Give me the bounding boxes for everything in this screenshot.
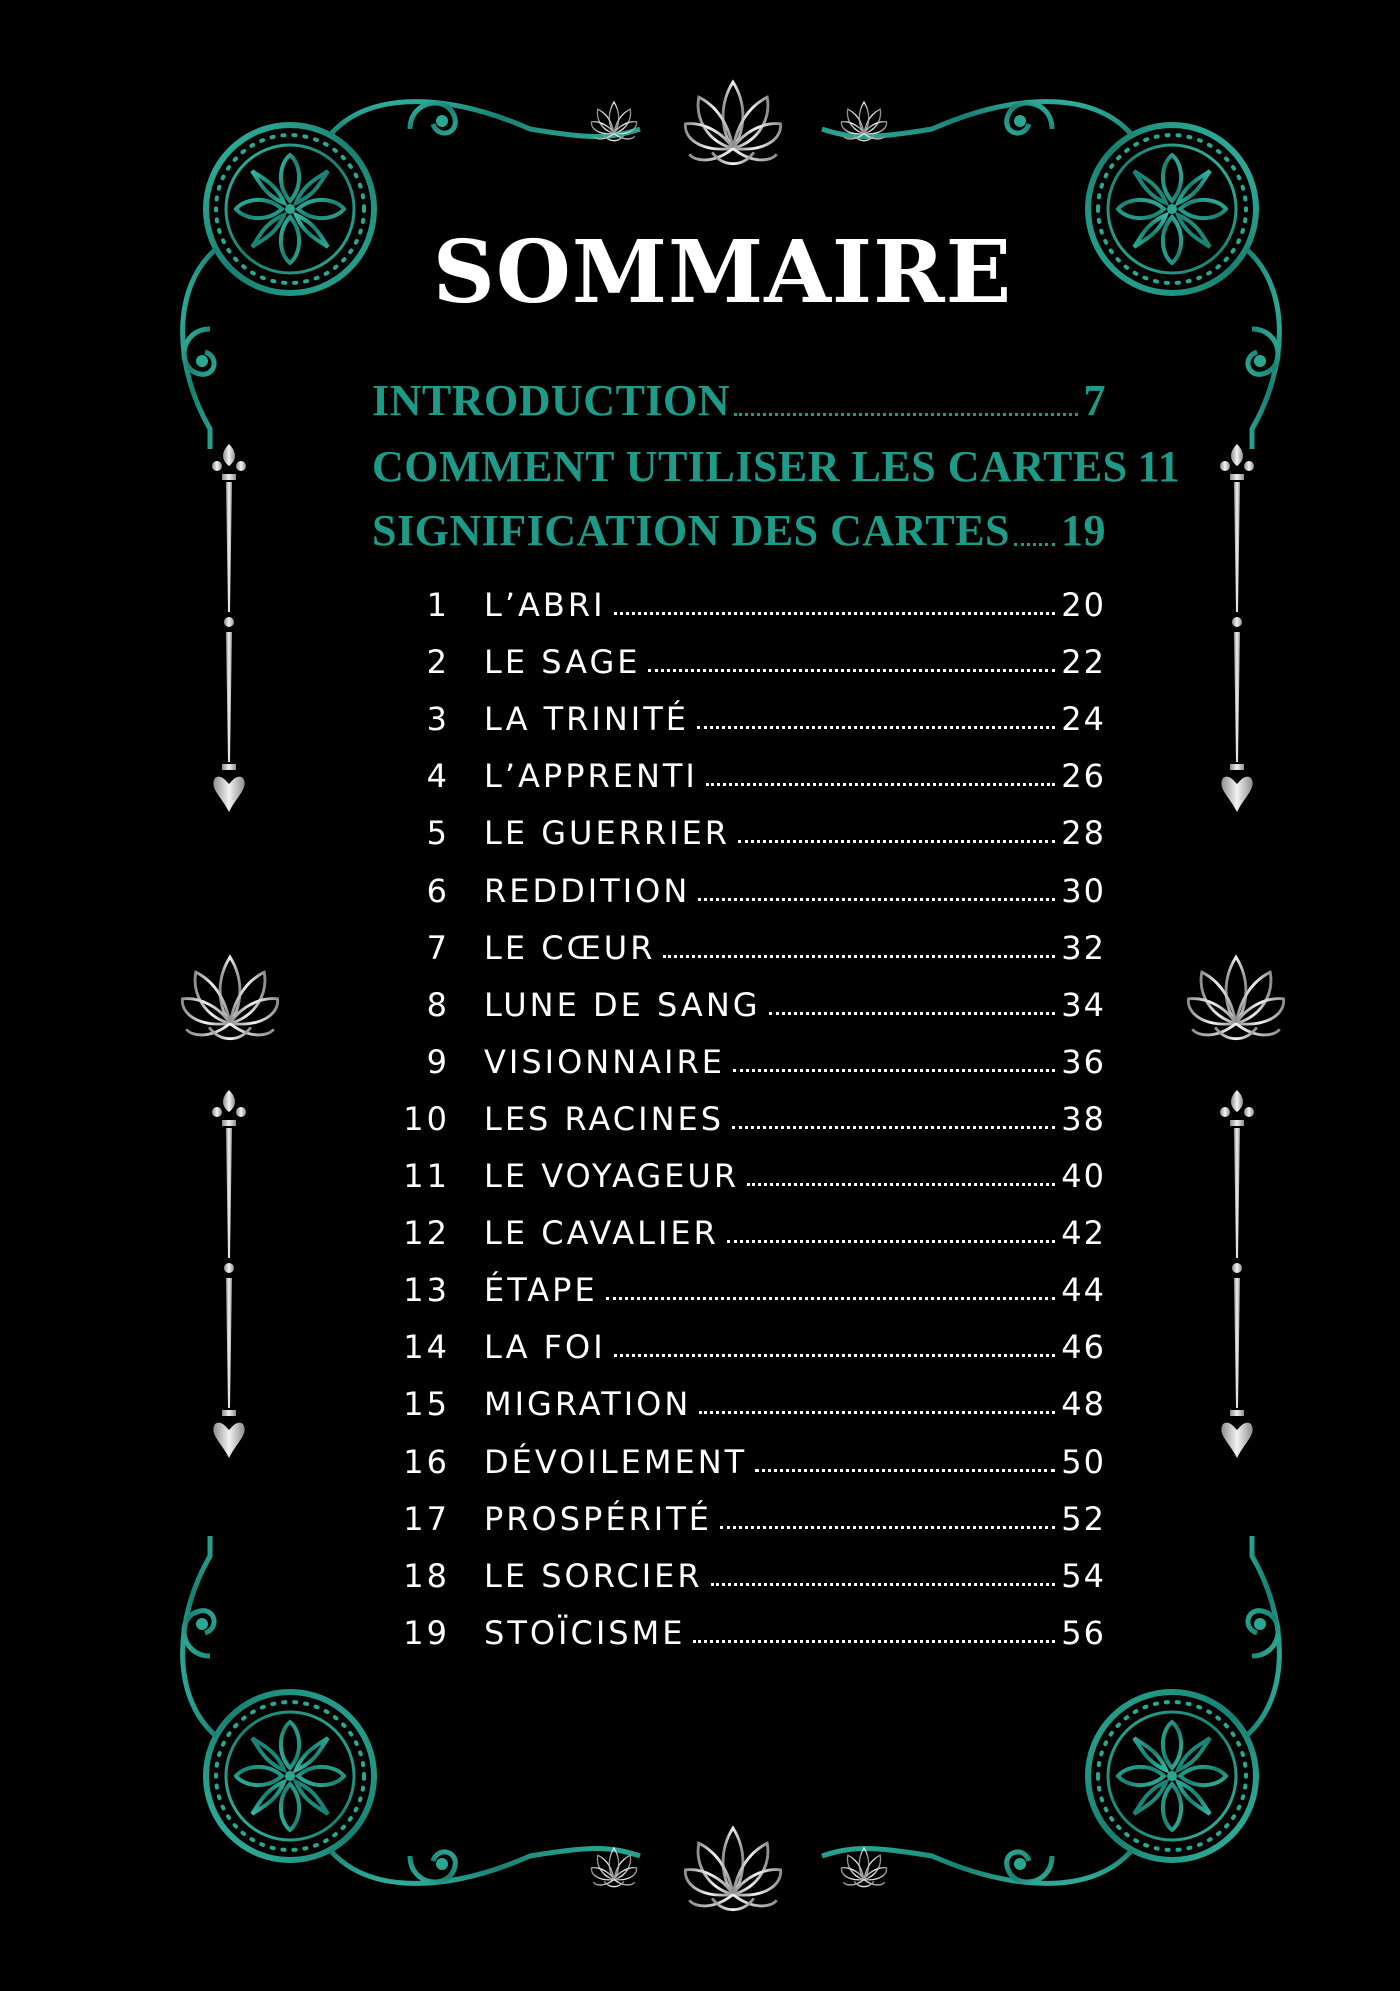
card-number: 4 (426, 757, 450, 796)
card-page-number: 50 (1061, 1442, 1106, 1481)
section-page-number: 19 (1061, 506, 1106, 555)
card-page-number: 56 (1061, 1613, 1106, 1652)
dot-leader (755, 1469, 1055, 1472)
card-page-number: 52 (1061, 1499, 1106, 1538)
dot-leader (738, 840, 1055, 843)
card-entry-row[interactable] (390, 921, 1106, 967)
section-row[interactable] (372, 500, 1106, 556)
lotus-icon (1188, 957, 1283, 1039)
card-label: LUNE DE SANG (484, 985, 761, 1024)
dot-leader (727, 1240, 1055, 1243)
card-page-number: 38 (1061, 1099, 1106, 1138)
card-number: 11 (403, 1157, 450, 1195)
section-label: SIGNIFICATION DES CARTES (372, 506, 1011, 555)
card-number: 8 (426, 985, 450, 1024)
card-label: LE CAVALIER (484, 1214, 719, 1253)
card-label: LE SAGE (484, 643, 641, 682)
dot-leader (706, 783, 1055, 786)
card-number: 12 (403, 1214, 450, 1253)
card-number: 9 (426, 1042, 450, 1081)
card-label: PROSPÉRITÉ (484, 1499, 712, 1538)
card-entry-row[interactable] (390, 1263, 1106, 1309)
card-number: 15 (403, 1385, 450, 1424)
card-entry-row[interactable] (390, 1092, 1106, 1138)
card-entry-row[interactable] (390, 1206, 1106, 1252)
card-entry-row[interactable] (390, 1606, 1106, 1652)
card-entry-row[interactable] (390, 1377, 1106, 1423)
page-title: SOMMAIRE (432, 222, 1013, 323)
card-entry-row[interactable] (390, 864, 1106, 910)
card-page-number: 34 (1061, 985, 1106, 1024)
card-page-number: 48 (1061, 1385, 1106, 1424)
card-number: 17 (403, 1499, 450, 1538)
card-page-number: 44 (1061, 1271, 1106, 1310)
card-number: 13 (403, 1271, 450, 1310)
card-number: 18 (403, 1556, 450, 1595)
dot-leader (663, 955, 1055, 958)
card-number: 6 (426, 871, 450, 910)
section-page-number: 11 (1137, 442, 1181, 491)
card-page-number: 30 (1061, 871, 1106, 910)
dot-leader (606, 1297, 1056, 1300)
card-page-number: 26 (1061, 757, 1106, 796)
dot-leader (747, 1183, 1055, 1186)
card-entry-row[interactable] (390, 692, 1106, 738)
dot-leader (1014, 543, 1055, 546)
card-number: 14 (403, 1328, 450, 1367)
dot-leader (732, 1126, 1055, 1129)
card-entry-row[interactable] (390, 749, 1106, 795)
card-label: REDDITION (484, 871, 691, 910)
card-page-number: 20 (1061, 586, 1106, 624)
section-label: COMMENT UTILISER LES CARTES (372, 442, 1128, 491)
card-entry-row[interactable] (390, 1149, 1106, 1195)
dot-leader (733, 1069, 1055, 1072)
card-label: LE CŒUR (484, 928, 656, 967)
card-entry-row[interactable] (390, 1492, 1106, 1538)
card-number: 1 (426, 586, 450, 624)
section-row[interactable] (372, 370, 1106, 426)
card-label: LE SORCIER (484, 1556, 703, 1595)
section-page-number: 7 (1083, 376, 1106, 425)
dot-leader (648, 669, 1055, 672)
card-number: 3 (426, 700, 450, 739)
dot-leader (769, 1012, 1056, 1015)
card-number: 7 (426, 928, 450, 967)
card-label: LA FOI (484, 1328, 606, 1367)
ornamental-spike-icon (212, 444, 246, 812)
card-label: LA TRINITÉ (484, 700, 689, 739)
card-label: VISIONNAIRE (484, 1042, 725, 1081)
card-page-number: 46 (1061, 1328, 1106, 1367)
card-label: LE VOYAGEUR (484, 1157, 740, 1195)
lotus-icon (685, 82, 780, 164)
card-entry-row[interactable] (390, 1435, 1106, 1481)
card-label: L’ABRI (484, 586, 606, 624)
card-entry-row[interactable] (390, 1320, 1106, 1366)
card-entry-row[interactable] (390, 1035, 1106, 1081)
dot-leader (614, 612, 1056, 615)
card-number: 5 (426, 814, 450, 853)
card-entry-row[interactable] (390, 635, 1106, 681)
section-row[interactable] (372, 436, 1181, 492)
card-page-number: 40 (1061, 1157, 1106, 1195)
card-number: 10 (403, 1099, 450, 1138)
dot-leader (614, 1354, 1056, 1357)
lotus-icon (182, 957, 277, 1039)
card-number: 19 (403, 1613, 450, 1652)
card-label: DÉVOILEMENT (484, 1442, 748, 1481)
card-page-number: 28 (1061, 814, 1106, 853)
ornamental-spike-icon (1220, 444, 1254, 812)
card-page-number: 24 (1061, 700, 1106, 739)
ornamental-spike-icon (1220, 1090, 1254, 1458)
dot-leader (734, 413, 1077, 416)
card-label: ÉTAPE (484, 1271, 598, 1310)
dot-leader (711, 1583, 1056, 1586)
card-number: 2 (426, 643, 450, 682)
dot-leader (697, 726, 1055, 729)
card-page-number: 42 (1061, 1214, 1106, 1253)
card-page-number: 36 (1061, 1042, 1106, 1081)
card-label: STOÏCISME (484, 1613, 686, 1652)
dot-leader (698, 898, 1055, 901)
card-page-number: 54 (1061, 1556, 1106, 1595)
card-label: LE GUERRIER (484, 814, 731, 853)
card-entry-row[interactable] (390, 978, 1106, 1024)
card-label: L’APPRENTI (484, 757, 698, 796)
card-page-number: 22 (1061, 643, 1106, 682)
dot-leader (693, 1640, 1055, 1643)
card-number: 16 (403, 1442, 450, 1481)
ornamental-spike-icon (212, 1090, 246, 1458)
lotus-icon (841, 1848, 886, 1887)
card-entry-row[interactable] (390, 1549, 1106, 1595)
dot-leader (699, 1411, 1055, 1414)
card-label: MIGRATION (484, 1385, 692, 1424)
lotus-icon (685, 1828, 780, 1910)
section-label: INTRODUCTION (372, 376, 731, 425)
card-label: LES RACINES (484, 1099, 725, 1138)
card-entry-row[interactable] (390, 578, 1106, 624)
card-entry-row[interactable] (390, 806, 1106, 852)
card-page-number: 32 (1061, 928, 1106, 967)
dot-leader (720, 1526, 1055, 1529)
